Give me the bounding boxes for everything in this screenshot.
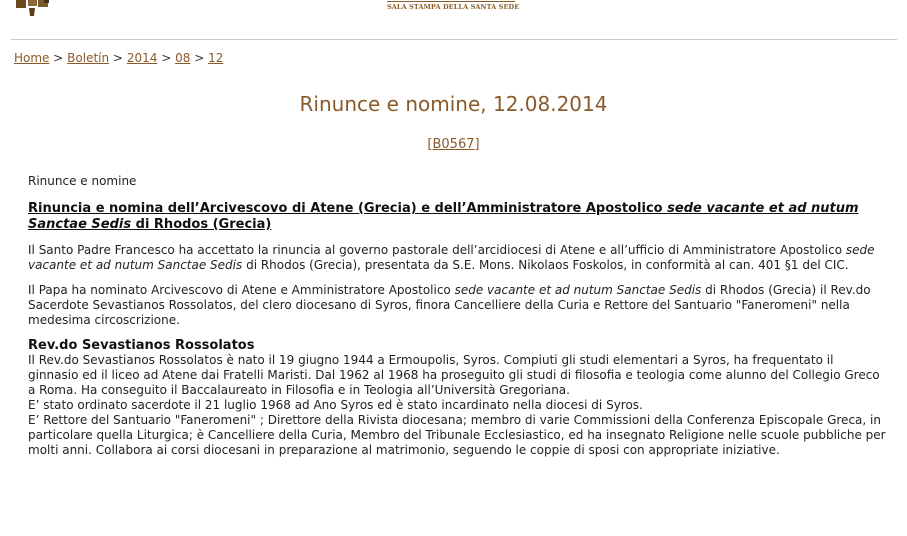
heading-italic: sede vacante et ad nutum Sanctae Sedis [28, 201, 859, 232]
breadcrumb-year[interactable]: 2014 [126, 51, 158, 65]
biography-line: E’ Rettore del Santuario "Faneromeni" ; Direttore della Rivista diocesana; membro di varie Commissioni della Conferenza Episcopale Greca, in particolare quella Liturgica; è Cancelliere della Curia, Membro del Tribunale Ecclesiastico, ed ha insegnato Religione nelle scuole pubbliche per molti anni. Collabora ai corsi diocesani in preparazione al matrimonio, seguendo le coppie di sposi con appropriate iniziative. [28, 413, 886, 457]
press-office-rule [387, 1, 515, 2]
article-content [28, 174, 886, 458]
breadcrumb-home[interactable]: Home [14, 51, 50, 65]
breadcrumb [14, 51, 223, 65]
breadcrumb-separator: > [53, 51, 64, 65]
breadcrumb-month[interactable]: 08 [175, 51, 191, 65]
breadcrumb-separator: > [112, 51, 123, 65]
article-heading [28, 201, 886, 233]
breadcrumb-separator: > [194, 51, 205, 65]
header-divider [11, 39, 897, 40]
biography-line: Il Rev.do Sevastianos Rossolatos è nato il 19 giugno 1944 a Ermoupolis, Syros. Compiuti gli studi elementari a Syros, ha frequentato il ginnasio ed il liceo ad Atene dai Fratelli Maristi. Dal 1962 al 1968 ha proseguito gli studi di filosofia e teologia come alunno del Collegio Greco a Roma. Ha conseguito il Baccalaureato in Filosofia e in Teologia all’Università Gregoriana. [28, 353, 880, 397]
breadcrumb-boletin[interactable]: Boletín [67, 51, 110, 65]
paragraph-text-end: di Rhodos (Grecia), presentata da S.E. Mons. Nikolaos Foskolos, in conformità al can. 401 §1 del CIC. [242, 258, 849, 272]
heading-text-end: di Rhodos (Grecia) [131, 217, 272, 232]
paragraph-resignation [28, 243, 886, 273]
page-title: Rinunce e nomine, 12.08.2014 [299, 92, 608, 116]
paragraph-text: Il Papa ha nominato Arcivescovo di Atene e Amministratore Apostolico [28, 283, 455, 297]
press-office-label: SALA STAMPA DELLA SANTA SEDE [387, 3, 520, 11]
paragraph-text-end: di Rhodos (Grecia) il Rev.do Sacerdote Sevastianos Rossolatos, del clero diocesano di Syros, finora Cancelliere della Curia e Rettore del Santuario "Faneromeni" nella medesima circoscrizione. [28, 283, 871, 327]
vatican-emblem-icon [14, 0, 58, 16]
bulletin-code [0, 137, 907, 152]
breadcrumb-day[interactable]: 12 [208, 51, 224, 65]
biography-line: E’ stato ordinato sacerdote il 21 luglio 1968 ad Ano Syros ed è stato incardinato nella diocesi di Syros. [28, 398, 643, 412]
heading-text: Rinuncia e nomina dell’Arcivescovo di Atene (Grecia) e dell’Amministratore Apostolico [28, 201, 668, 216]
paragraph-text: Il Santo Padre Francesco ha accettato la rinuncia al governo pastorale dell’arcidiocesi di Atene e all’ufficio di Amministratore Apostolico [28, 243, 846, 257]
biography [28, 338, 886, 458]
breadcrumb-separator: > [161, 51, 172, 65]
top-header [0, 0, 907, 18]
paragraph-appointment [28, 283, 886, 328]
biography-name: Rev.do Sevastianos Rossolatos [28, 338, 255, 353]
section-label: Rinunce e nomine [28, 174, 137, 188]
paragraph-italic: sede vacante et ad nutum Sanctae Sedis [454, 283, 702, 297]
bulletin-code-link[interactable]: [B0567] [427, 137, 480, 152]
paragraph-italic: sede vacante et ad nutum Sanctae Sedis [28, 243, 875, 272]
